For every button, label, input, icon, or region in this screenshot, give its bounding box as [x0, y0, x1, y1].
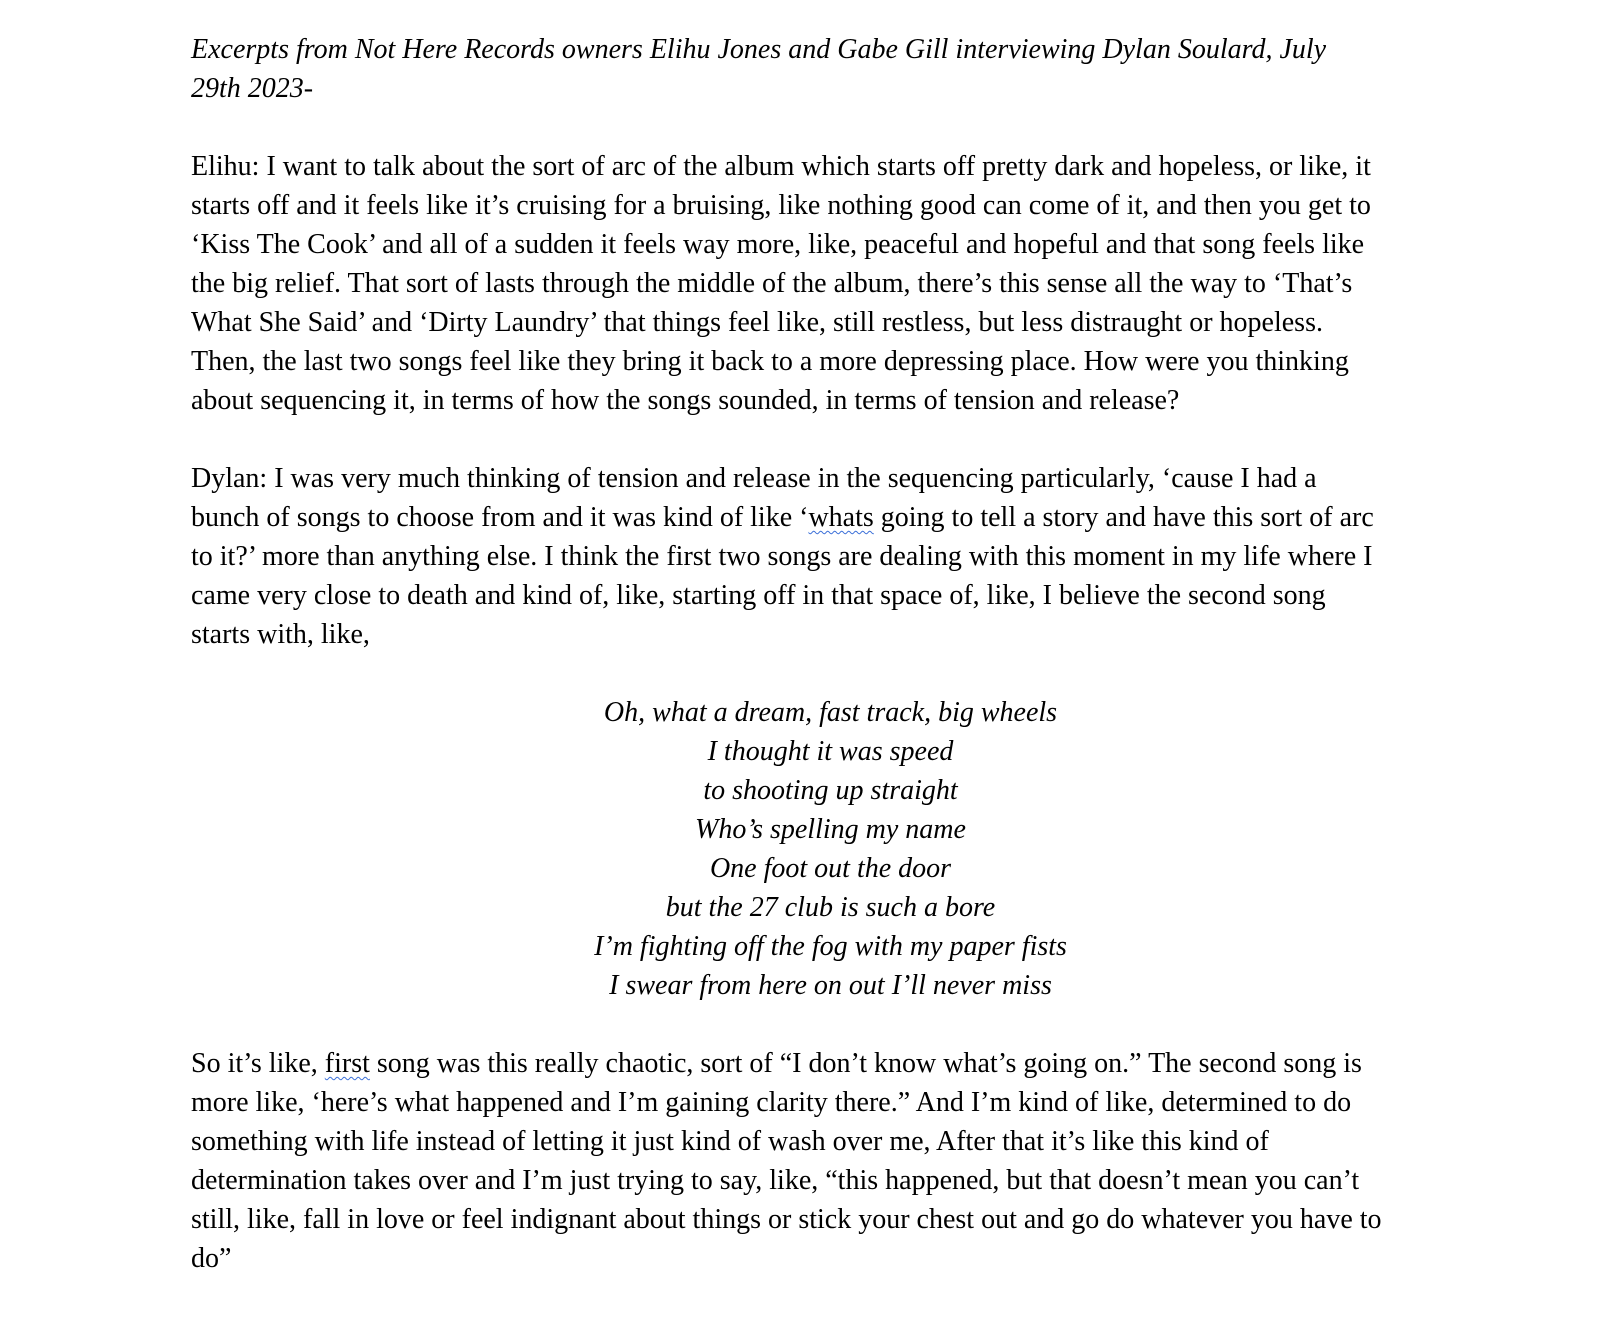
paragraph-dylan-continued — [191, 1044, 1456, 1278]
lyric-line: One foot out the door — [709, 853, 952, 884]
lyric-line: I swear from here on out I’ll never miss — [609, 970, 1052, 1001]
lyric-line: I thought it was speed — [707, 736, 954, 767]
document-page — [191, 30, 1456, 1317]
lyrics-block — [191, 693, 1456, 1005]
paragraph-text-segment: going to tell a story and have this sort of arc to it?’ more than anything else. I think the first two songs are dealing with this moment in my life where I came very close to death and kind of, like, starting off in that space of, like, I believe the second song starts with, like, — [191, 502, 1374, 650]
paragraph-elihu-question: Elihu: I want to talk about the sort of arc of the album which starts off pretty dark and hopeless, or like, it starts off and it feels like it’s cruising for a bruising, like nothing good can come of it, and then you get to ‘Kiss The Cook’ and all of a sudden it feels way more, like, peaceful and hopeful and that song feels like the big relief. That sort of lasts through the middle of the album, there’s this sense all the way to ‘That’s What She Said’ and ‘Dirty Laundry’ that things feel like, still restless, but less distraught or hopeless. Then, the last two songs feel like they bring it back to a more depressing place. How were you thinking about sequencing it, in terms of how the songs sounded, in terms of tension and release? — [191, 151, 1371, 416]
paragraph-text-segment: song was this really chaotic, sort of “I don’t know what’s going on.” The second song is more like, ‘here’s what happened and I’m gaining clarity there.” And I’m kind of like, determined to do something with life instead of letting it just kind of wash over me, After that it’s like this kind of determination takes over and I’m just trying to say, like, “this happened, but that doesn’t mean you can’t still, like, fall in love or feel indignant about things or stick your chest out and go do whatever you have to do” — [191, 1048, 1382, 1274]
lyric-line: to shooting up straight — [703, 775, 958, 806]
document-heading: Excerpts from Not Here Records owners Elihu Jones and Gabe Gill interviewing Dylan Soulard, July 29th 2023- — [191, 34, 1327, 104]
lyric-line: I’m fighting off the fog with my paper fists — [594, 931, 1067, 962]
lyric-line: Who’s spelling my name — [695, 814, 966, 845]
lyric-line: Oh, what a dream, fast track, big wheels — [603, 697, 1058, 728]
lyric-line: but the 27 club is such a bore — [665, 892, 996, 923]
paragraph-dylan-answer — [191, 459, 1456, 654]
spellcheck-flagged-word[interactable]: whats — [808, 502, 874, 533]
spellcheck-flagged-word[interactable]: first — [324, 1048, 370, 1079]
paragraph-text-segment: Dylan: I was very much thinking of tension and release in the sequencing particularly, ‘cause I had a bunch of songs to choose from and it was kind of like ‘ — [191, 463, 1317, 533]
paragraph-text-segment: So it’s like, — [191, 1048, 325, 1079]
